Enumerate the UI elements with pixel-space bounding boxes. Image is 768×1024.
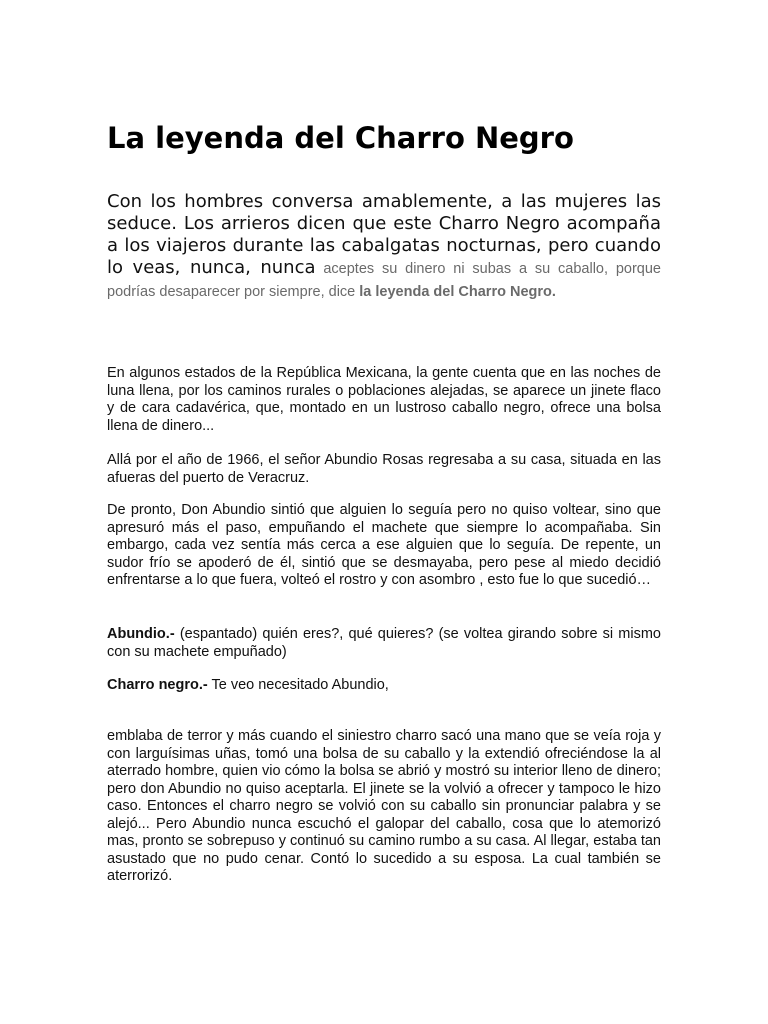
intro-gray-bold-text: la leyenda del Charro Negro.: [359, 284, 556, 300]
intro-lead-text: Con los hombres conversa amablemente, a las mujeres las seduce. Los arrieros dicen que este Charro Negro acompaña a los viajeros durante las cabalgatas nocturnas, pero cuando lo veas, nunca, nunca: [107, 191, 661, 278]
paragraph-3: De pronto, Don Abundio sintió que alguien lo seguía pero no quiso voltear, sino que apresuró más el paso, empuñando el machete que siempre lo acompañaba. Sin embargo, cada vez sentía más cerca a ese alguien que lo seguía. De repente, un sudor frío se apoderó de él, sintió que se desmayaba, pero pese al miedo decidió enfrentarse a lo que fuera, volteó el rostro y con asombro , esto fue lo que sucedió…: [107, 502, 661, 588]
paragraph-6: emblaba de terror y más cuando el siniestro charro sacó una mano que se veía roja y con larguísimas uñas, tomó una bolsa de su caballo y la extendió ofreciéndose la al aterrado hombre, quien vio cómo la bolsa se abrió y mostró su interior lleno de dinero; pero don Abundio no quiso aceptarla. El jinete se la volvió a ofrecer y tampoco le hizo caso. Entonces el charro negro se volvió con su caballo sin pronunciar palabra y se alejó... Pero Abundio nunca escuchó el galopar del caballo, cosa que lo atemorizó mas, pronto se sobrepuso y continuó su camino rumbo a su casa. Al llegar, estaba tan asustado que no pudo cenar. Contó lo sucedido a su esposa. La cual también se aterrorizó.: [107, 728, 661, 884]
speaker-abundio: Abundio.-: [107, 626, 175, 642]
paragraph-charro-dialogue: [107, 677, 661, 695]
speaker-charro-negro: Charro negro.-: [107, 677, 208, 693]
intro-paragraph: [107, 191, 661, 303]
intro-gray-text: aceptes su dinero ni subas a su caballo, porque podrías desaparecer por siempre, dice: [107, 261, 661, 300]
paragraph-2: Allá por el año de 1966, el señor Abundio Rosas regresaba a su casa, situada en las afueras del puerto de Veracruz.: [107, 452, 661, 486]
abundio-line: (espantado) quién eres?, qué quieres? (se voltea girando sobre si mismo con su machete empuñado): [107, 626, 661, 660]
document-title: La leyenda del Charro Negro: [107, 121, 574, 155]
paragraph-1: En algunos estados de la República Mexicana, la gente cuenta que en las noches de luna llena, por los caminos rurales o poblaciones alejadas, se aparece un jinete flaco y de cara cadavérica, que, montado en un lustroso caballo negro, ofrece una bolsa llena de dinero...: [107, 365, 661, 434]
paragraph-abundio-dialogue: [107, 626, 661, 661]
charro-line: Te veo necesitado Abundio,: [207, 677, 389, 693]
